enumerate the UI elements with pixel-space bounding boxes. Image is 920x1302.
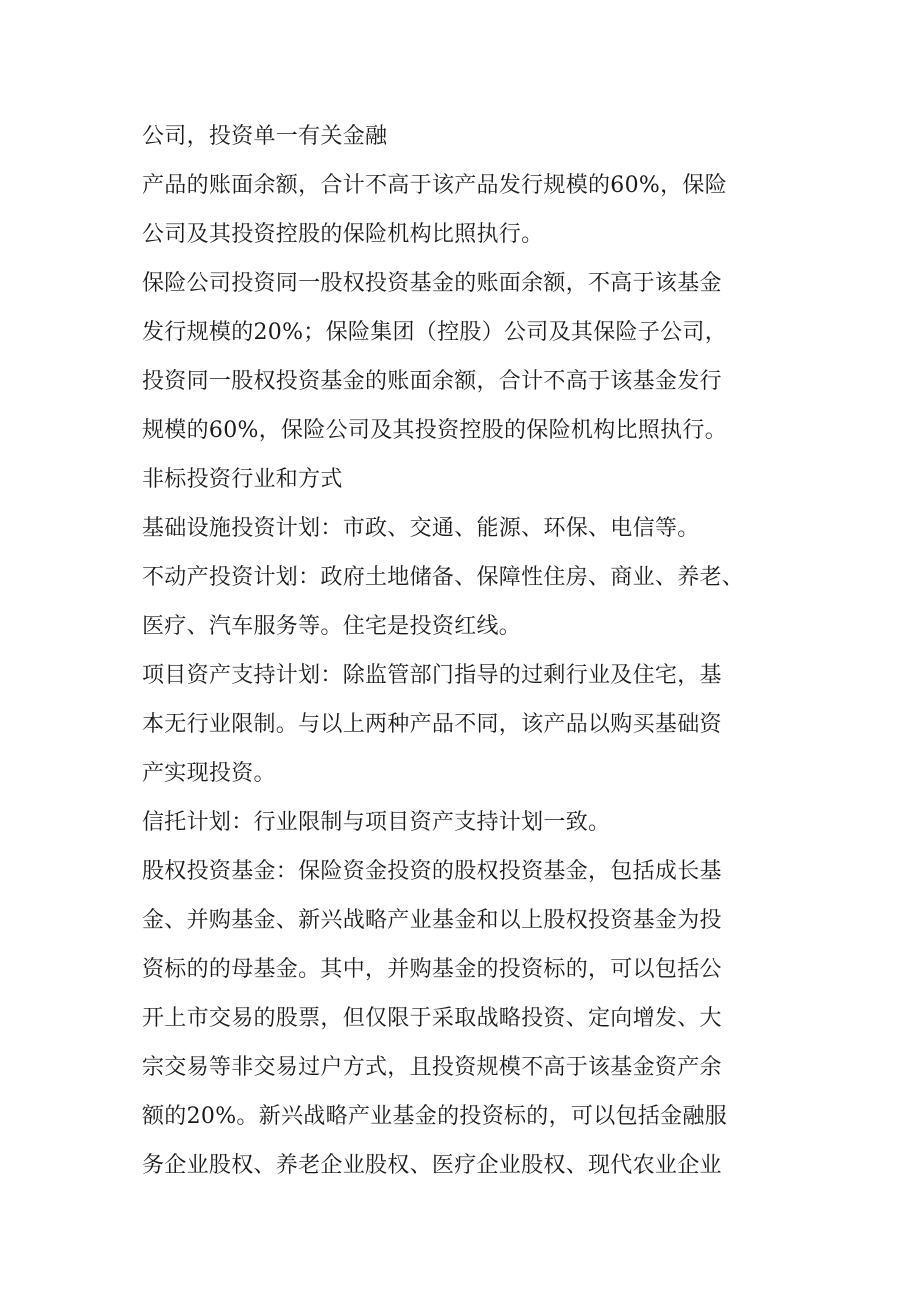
text-line: 资标的的母基金。其中，并购基金的投资标的，可以包括公: [142, 957, 722, 982]
text-line: 股权投资基金：保险资金投资的股权投资基金，包括成长基: [142, 859, 722, 884]
text-line: 额的20%。新兴战略产业基金的投资标的，可以包括金融服: [142, 1104, 727, 1129]
document-body: [142, 112, 792, 1190]
text-line: 项目资产支持计划：除监管部门指导的过剩行业及住宅，基: [142, 663, 722, 688]
text-line: 开上市交易的股票，但仅限于采取战略投资、定向增发、大: [142, 1006, 722, 1031]
text-line: 务企业股权、养老企业股权、医疗企业股权、现代农业企业: [142, 1153, 722, 1178]
text-line: 信托计划：行业限制与项目资产支持计划一致。: [142, 810, 611, 835]
text-line: 发行规模的20%；保险集团（控股）公司及其保险子公司，: [142, 320, 727, 345]
text-line: 产品的账面余额，合计不高于该产品发行规模的60%，保险: [142, 173, 727, 198]
section-heading: 非标投资行业和方式: [142, 467, 343, 492]
text-line: 医疗、汽车服务等。住宅是投资红线。: [142, 614, 522, 639]
text-line: 投资同一股权投资基金的账面余额，合计不高于该基金发行: [142, 369, 722, 394]
text-line: 宗交易等非交易过户方式，且投资规模不高于该基金资产余: [142, 1055, 722, 1080]
text-line: 金、并购基金、新兴战略产业基金和以上股权投资基金为投: [142, 908, 722, 933]
text-line: 公司，投资单一有关金融: [142, 124, 388, 149]
text-line: 本无行业限制。与以上两种产品不同，该产品以购买基础资: [142, 712, 722, 737]
text-line: 保险公司投资同一股权投资基金的账面余额，不高于该基金: [142, 271, 722, 296]
text-line: 不动产投资计划：政府土地储备、保障性住房、商业、养老、: [142, 565, 745, 590]
text-line: 规模的60%，保险公司及其投资控股的保险机构比照执行。: [142, 418, 727, 443]
text-line: 基础设施投资计划：市政、交通、能源、环保、电信等。: [142, 516, 700, 541]
text-line: 产实现投资。: [142, 761, 276, 786]
text-line: 公司及其投资控股的保险机构比照执行。: [142, 222, 544, 247]
